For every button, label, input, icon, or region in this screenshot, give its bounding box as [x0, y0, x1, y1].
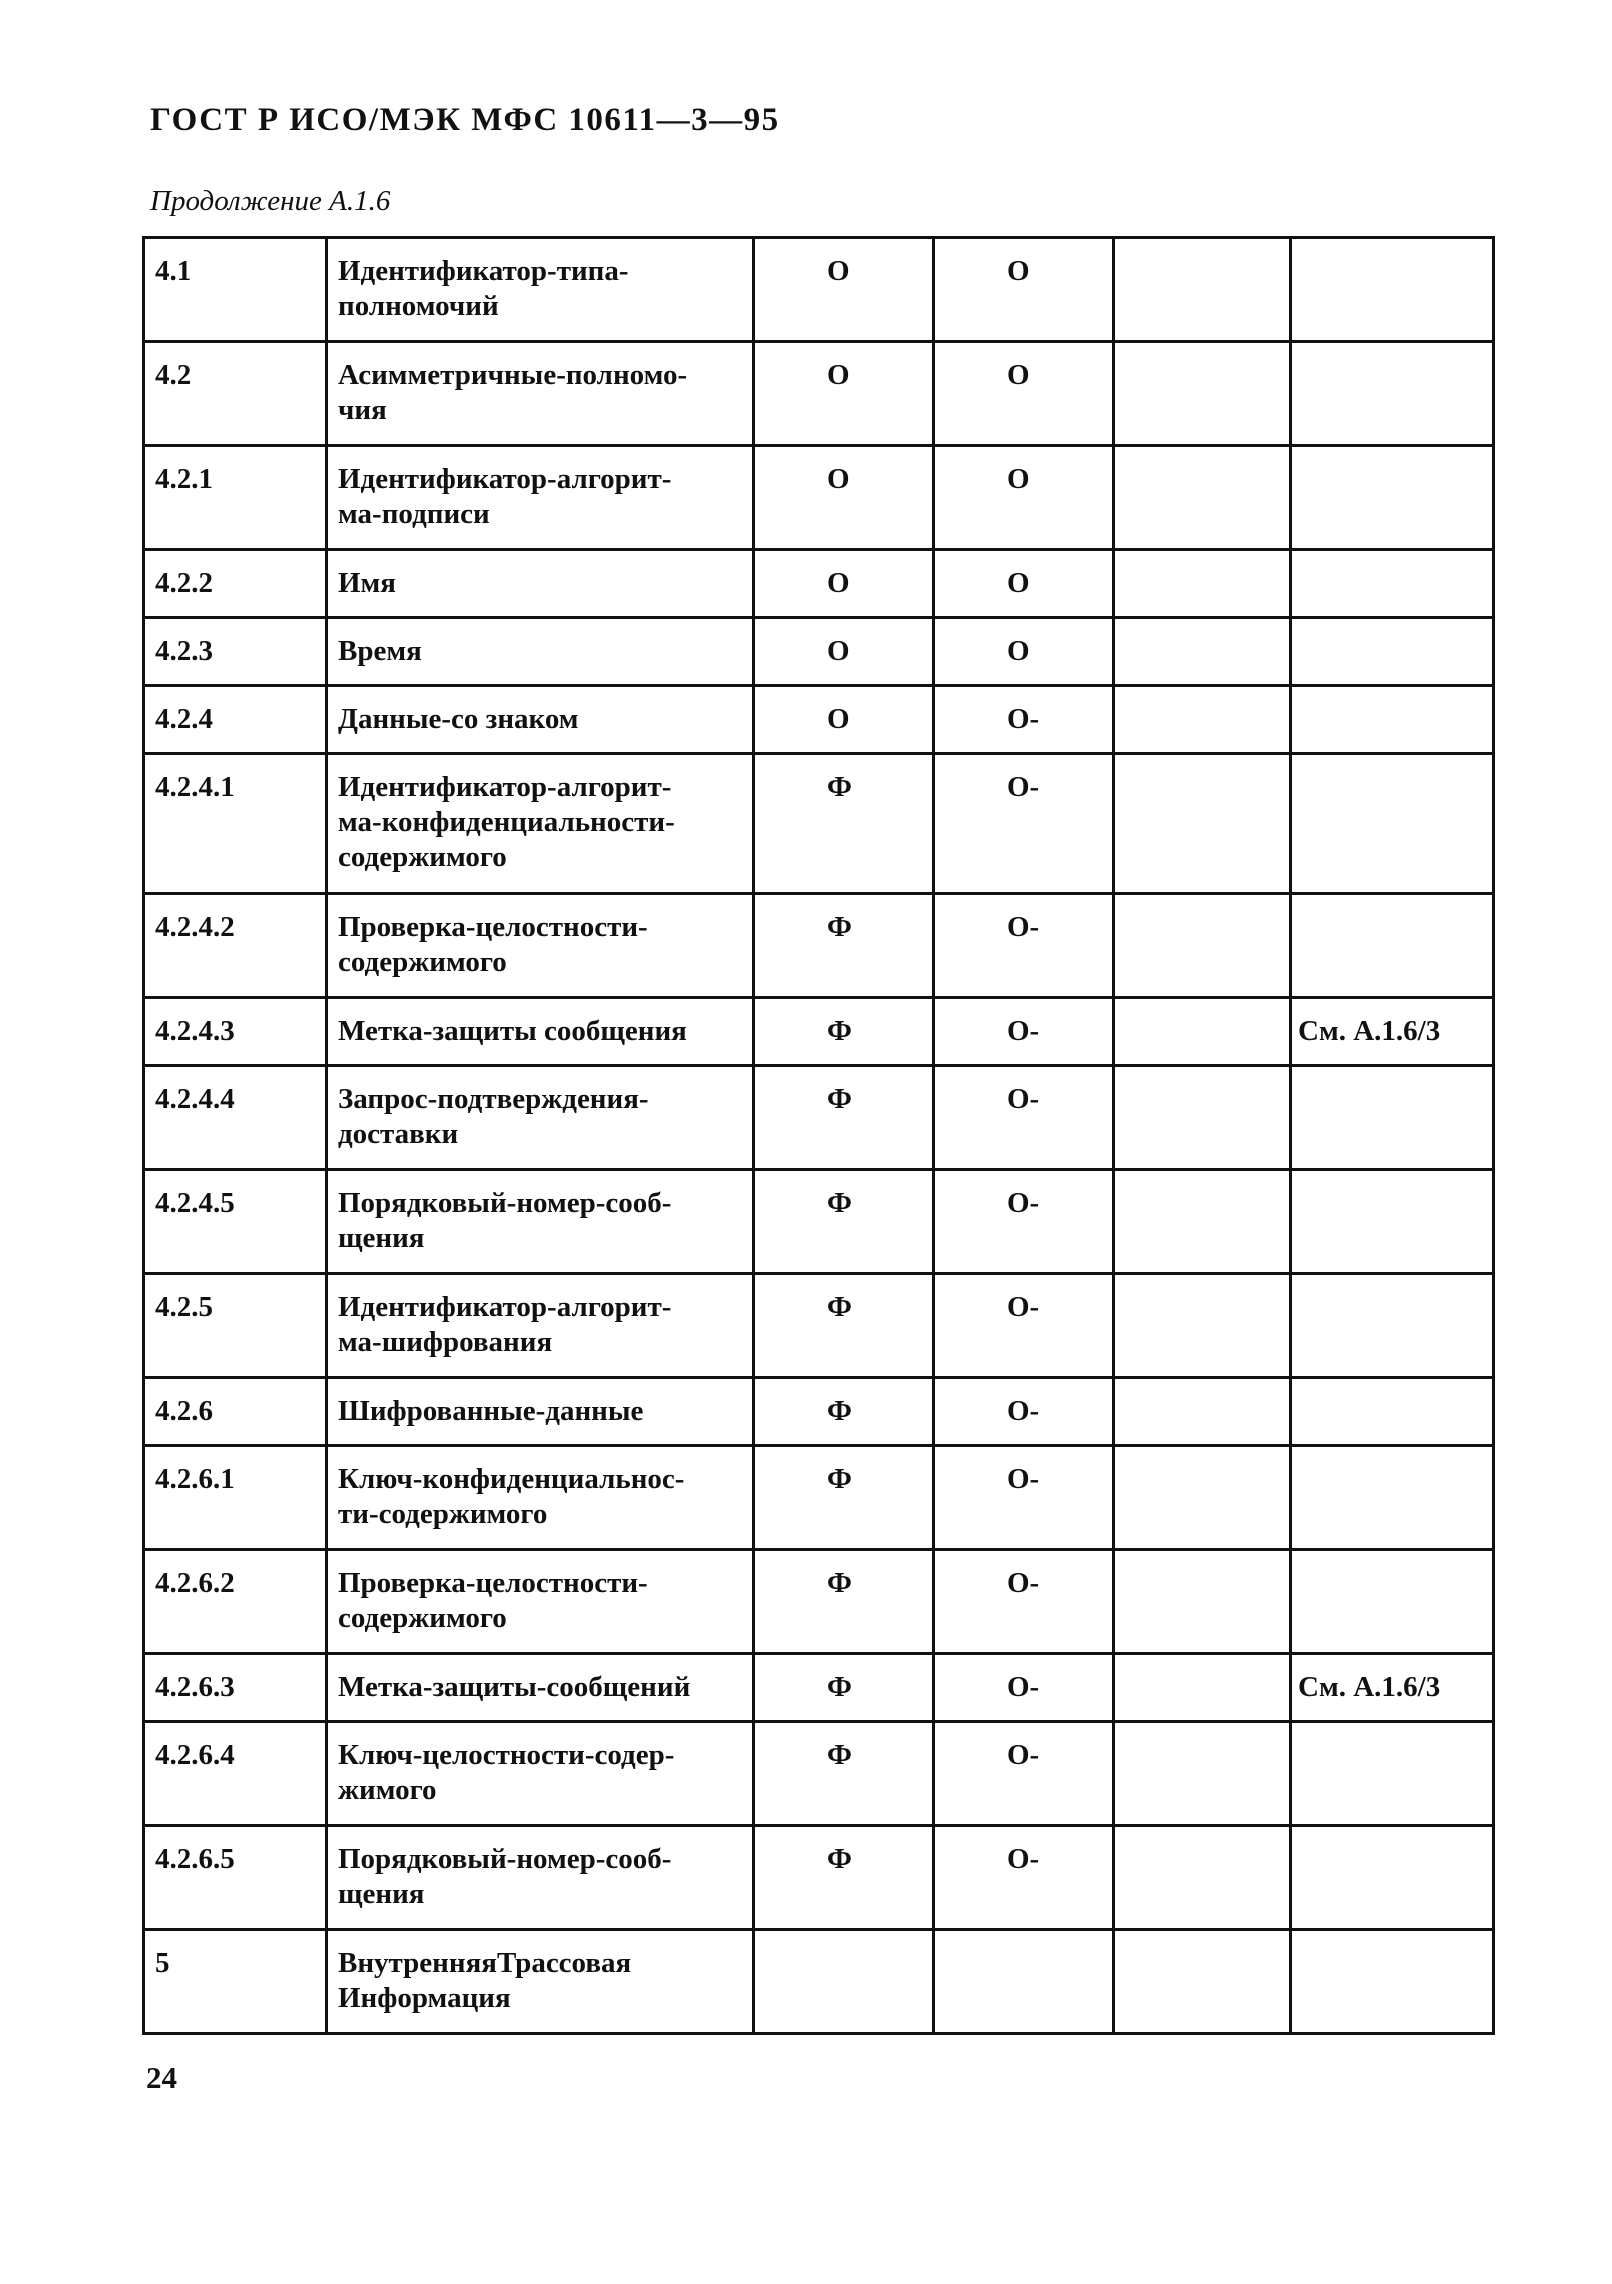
empty-cell	[1114, 1274, 1291, 1378]
status-cell-a: Ф	[754, 998, 934, 1066]
item-name-line: Проверка-целостности-	[338, 1567, 648, 1599]
status-cell-b: О-	[934, 1066, 1114, 1170]
item-name-cell	[327, 1066, 754, 1170]
item-name-line: содержимого	[338, 946, 507, 978]
item-name-line: Информация	[338, 1982, 511, 2014]
item-number-cell: 4.2.4.2	[144, 894, 327, 998]
status-cell-a: О	[754, 550, 934, 618]
reference-cell	[1291, 238, 1494, 342]
item-name-line: содержимого	[338, 841, 507, 873]
item-name-cell	[327, 342, 754, 446]
table-row	[144, 238, 1494, 342]
item-name-line: Идентификатор-типа-	[338, 255, 629, 287]
item-number-cell: 4.2.4.4	[144, 1066, 327, 1170]
item-number-cell: 4.2.6.2	[144, 1550, 327, 1654]
item-name-cell	[327, 1170, 754, 1274]
empty-cell	[1114, 550, 1291, 618]
item-name-cell	[327, 1446, 754, 1550]
table-row	[144, 1930, 1494, 2034]
empty-cell	[1114, 1654, 1291, 1722]
table-row	[144, 1654, 1494, 1722]
item-name-cell	[327, 618, 754, 686]
reference-cell	[1291, 754, 1494, 894]
item-name-cell	[327, 1550, 754, 1654]
item-name-cell	[327, 1722, 754, 1826]
empty-cell	[1114, 754, 1291, 894]
reference-cell	[1291, 1274, 1494, 1378]
status-cell-a: Ф	[754, 1654, 934, 1722]
table-row	[144, 754, 1494, 894]
item-name-line: Ключ-целостности-содер-	[338, 1739, 675, 1771]
empty-cell	[1114, 1826, 1291, 1930]
reference-cell	[1291, 1930, 1494, 2034]
item-name-cell	[327, 1274, 754, 1378]
item-number-cell: 4.1	[144, 238, 327, 342]
status-cell-b: О	[934, 238, 1114, 342]
empty-cell	[1114, 686, 1291, 754]
status-cell-a: Ф	[754, 1378, 934, 1446]
empty-cell	[1114, 998, 1291, 1066]
item-name-line: чия	[338, 394, 387, 426]
item-name-line: щения	[338, 1878, 425, 1910]
status-cell-a: Ф	[754, 1826, 934, 1930]
item-name-cell	[327, 754, 754, 894]
reference-cell	[1291, 1378, 1494, 1446]
empty-cell	[1114, 1170, 1291, 1274]
table-row	[144, 894, 1494, 998]
item-name-line: доставки	[338, 1118, 459, 1150]
item-number-cell: 4.2.2	[144, 550, 327, 618]
status-cell-a	[754, 1930, 934, 2034]
reference-cell	[1291, 446, 1494, 550]
status-cell-b: О-	[934, 1826, 1114, 1930]
item-name-cell	[327, 1378, 754, 1446]
item-name-line: щения	[338, 1222, 425, 1254]
table-row	[144, 1550, 1494, 1654]
empty-cell	[1114, 1378, 1291, 1446]
item-name-line: Данные-со знаком	[338, 703, 579, 735]
item-name-line: Ключ-конфиденциальнос-	[338, 1463, 685, 1495]
item-number-cell: 4.2.4.1	[144, 754, 327, 894]
item-name-line: содержимого	[338, 1602, 507, 1634]
item-name-cell	[327, 446, 754, 550]
status-cell-a: О	[754, 342, 934, 446]
status-cell-b: О-	[934, 754, 1114, 894]
item-number-cell: 4.2.5	[144, 1274, 327, 1378]
item-name-line: Идентификатор-алгорит-	[338, 1291, 672, 1323]
page-number: 24	[146, 2060, 177, 2095]
empty-cell	[1114, 1550, 1291, 1654]
document-header: ГОСТ Р ИСО/МЭК МФС 10611—3—95	[150, 102, 780, 138]
item-name-cell	[327, 1654, 754, 1722]
status-cell-a: Ф	[754, 1446, 934, 1550]
table-row	[144, 998, 1494, 1066]
table-row	[144, 1826, 1494, 1930]
empty-cell	[1114, 1930, 1291, 2034]
status-cell-a: Ф	[754, 754, 934, 894]
item-name-line: Метка-защиты-сообщений	[338, 1671, 691, 1703]
status-cell-b: О-	[934, 1446, 1114, 1550]
status-cell-a: Ф	[754, 1170, 934, 1274]
item-number-cell: 4.2.1	[144, 446, 327, 550]
status-cell-a: Ф	[754, 1274, 934, 1378]
table-row	[144, 686, 1494, 754]
empty-cell	[1114, 1446, 1291, 1550]
status-cell-a: О	[754, 446, 934, 550]
item-name-line: Запрос-подтверждения-	[338, 1083, 649, 1115]
status-cell-a: О	[754, 686, 934, 754]
status-cell-a: Ф	[754, 1722, 934, 1826]
reference-cell	[1291, 550, 1494, 618]
table-row	[144, 1274, 1494, 1378]
status-cell-a: О	[754, 238, 934, 342]
item-name-line: ма-конфиденциальности-	[338, 806, 675, 838]
item-name-line: Имя	[338, 567, 396, 599]
reference-cell	[1291, 1722, 1494, 1826]
status-cell-b: О	[934, 446, 1114, 550]
empty-cell	[1114, 1722, 1291, 1826]
table-row	[144, 618, 1494, 686]
status-cell-b: О	[934, 342, 1114, 446]
reference-cell	[1291, 1066, 1494, 1170]
status-cell-b: О	[934, 550, 1114, 618]
item-name-cell	[327, 1930, 754, 2034]
item-name-line: Проверка-целостности-	[338, 911, 648, 943]
item-name-cell	[327, 686, 754, 754]
reference-cell	[1291, 618, 1494, 686]
status-cell-b: О-	[934, 686, 1114, 754]
empty-cell	[1114, 618, 1291, 686]
reference-cell	[1291, 342, 1494, 446]
status-cell-b: О-	[934, 1722, 1114, 1826]
item-number-cell: 4.2.4.3	[144, 998, 327, 1066]
item-name-line: Время	[338, 635, 422, 667]
table-row	[144, 446, 1494, 550]
item-number-cell: 4.2.3	[144, 618, 327, 686]
table-row	[144, 1378, 1494, 1446]
table-row	[144, 1170, 1494, 1274]
item-name-line: полномочий	[338, 290, 499, 322]
status-cell-a: Ф	[754, 894, 934, 998]
empty-cell	[1114, 238, 1291, 342]
status-cell-a: О	[754, 618, 934, 686]
reference-cell	[1291, 1170, 1494, 1274]
reference-cell: См. А.1.6/3	[1291, 998, 1494, 1066]
item-number-cell: 4.2.6	[144, 1378, 327, 1446]
item-name-cell	[327, 998, 754, 1066]
empty-cell	[1114, 894, 1291, 998]
status-cell-b: О-	[934, 1274, 1114, 1378]
table-continuation-caption: Продолжение А.1.6	[150, 185, 391, 217]
item-number-cell: 4.2.4	[144, 686, 327, 754]
requirements-table	[142, 236, 1495, 2035]
status-cell-b: О-	[934, 1170, 1114, 1274]
reference-cell	[1291, 1550, 1494, 1654]
table-row	[144, 1066, 1494, 1170]
status-cell-b	[934, 1930, 1114, 2034]
table-row	[144, 342, 1494, 446]
item-name-line: ти-содержимого	[338, 1498, 548, 1530]
item-name-cell	[327, 238, 754, 342]
reference-cell	[1291, 1826, 1494, 1930]
item-number-cell: 4.2.4.5	[144, 1170, 327, 1274]
status-cell-b: О	[934, 618, 1114, 686]
item-name-cell	[327, 550, 754, 618]
reference-cell	[1291, 1446, 1494, 1550]
reference-cell	[1291, 686, 1494, 754]
table-row	[144, 1446, 1494, 1550]
item-number-cell: 4.2.6.4	[144, 1722, 327, 1826]
item-name-line: Асимметричные-полномо-	[338, 359, 688, 391]
status-cell-b: О-	[934, 1550, 1114, 1654]
item-number-cell: 4.2	[144, 342, 327, 446]
status-cell-b: О-	[934, 1378, 1114, 1446]
item-name-line: Метка-защиты сообщения	[338, 1015, 687, 1047]
item-name-line: Шифрованные-данные	[338, 1395, 644, 1427]
item-name-line: ма-шифрования	[338, 1326, 553, 1358]
table-row	[144, 550, 1494, 618]
empty-cell	[1114, 1066, 1291, 1170]
table-row	[144, 1722, 1494, 1826]
item-name-line: Порядковый-номер-сооб-	[338, 1187, 672, 1219]
item-number-cell: 5	[144, 1930, 327, 2034]
item-name-line: Идентификатор-алгорит-	[338, 463, 672, 495]
table-body	[144, 238, 1494, 2034]
item-name-cell	[327, 1826, 754, 1930]
status-cell-a: Ф	[754, 1066, 934, 1170]
status-cell-a: Ф	[754, 1550, 934, 1654]
empty-cell	[1114, 446, 1291, 550]
status-cell-b: О-	[934, 894, 1114, 998]
empty-cell	[1114, 342, 1291, 446]
item-number-cell: 4.2.6.3	[144, 1654, 327, 1722]
item-number-cell: 4.2.6.5	[144, 1826, 327, 1930]
item-name-line: ВнутренняяТрассовая	[338, 1947, 632, 1979]
item-name-cell	[327, 894, 754, 998]
item-name-line: ма-подписи	[338, 498, 490, 530]
item-name-line: жимого	[338, 1774, 437, 1806]
item-name-line: Идентификатор-алгорит-	[338, 771, 672, 803]
status-cell-b: О-	[934, 998, 1114, 1066]
status-cell-b: О-	[934, 1654, 1114, 1722]
item-number-cell: 4.2.6.1	[144, 1446, 327, 1550]
item-name-line: Порядковый-номер-сооб-	[338, 1843, 672, 1875]
reference-cell	[1291, 894, 1494, 998]
reference-cell: См. А.1.6/3	[1291, 1654, 1494, 1722]
